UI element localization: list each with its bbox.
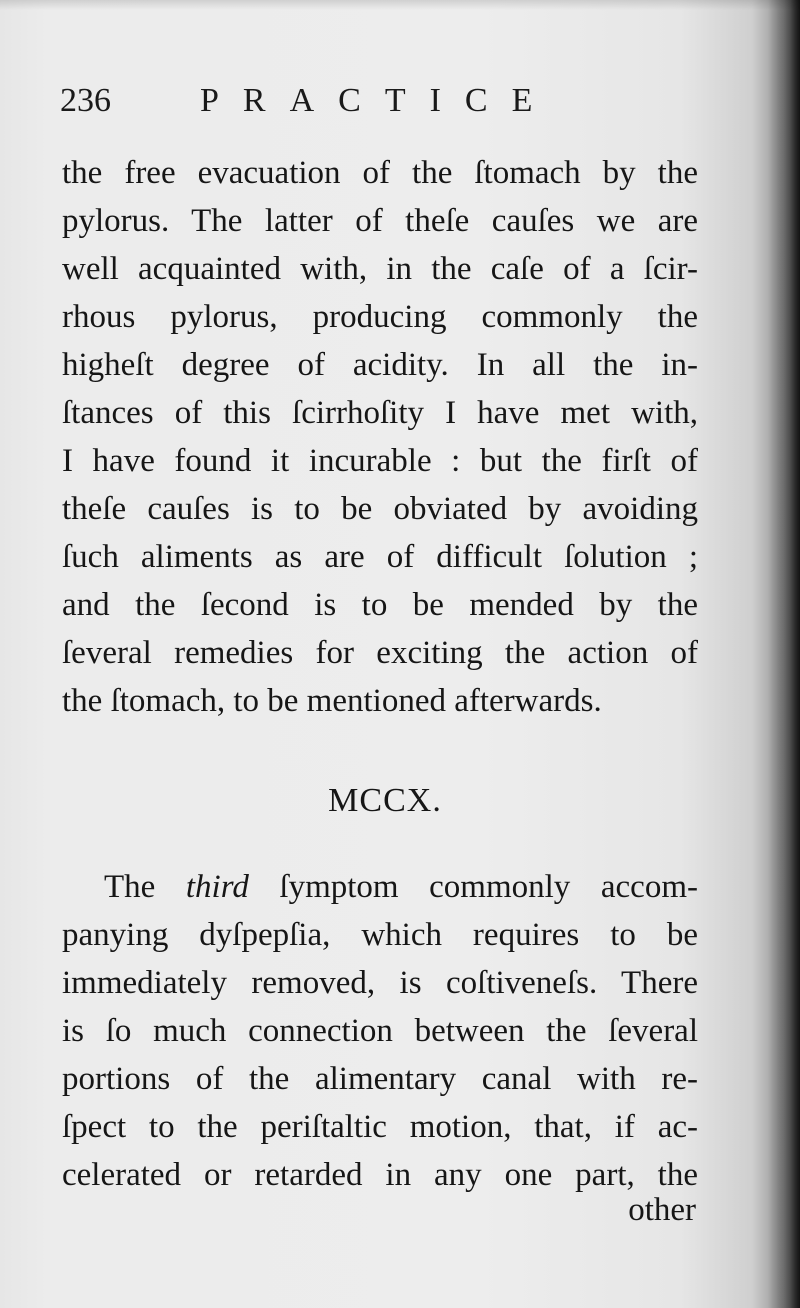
running-head: PRACTICE (200, 82, 557, 119)
text-line: panying dyſpepſia, which requires to be (62, 917, 698, 953)
text-line: is ſo much connection between the ſeveral (62, 1013, 698, 1049)
text-line: portions of the alimentary canal with re- (62, 1061, 698, 1097)
text-line: ſuch aliments as are of difficult ſolution ; (62, 539, 698, 575)
text-line: higheſt degree of acidity. In all the in- (62, 347, 698, 383)
text-line: the ſtomach, to be mentioned afterwards. (62, 683, 602, 719)
text-line: theſe cauſes is to be obviated by avoiding (62, 491, 698, 527)
catchword: other (628, 1192, 696, 1228)
section-heading: MCCX. (328, 782, 442, 819)
text-line-first (104, 864, 698, 911)
text-line: well acquainted with, in the caſe of a ſcir- (62, 251, 698, 287)
text-line: ſtances of this ſcirrhoſity I have met with, (62, 395, 698, 431)
text-line: rhous pylorus, producing commonly the (62, 299, 698, 335)
page-number: 236 (60, 82, 111, 119)
text-line: ſpect to the periſtaltic motion, that, if ac- (62, 1109, 698, 1145)
page-top-shadow (0, 0, 800, 10)
page-header (60, 78, 700, 128)
text-line: pylorus. The latter of theſe cauſes we are (62, 203, 698, 239)
page-edge-shadow (768, 0, 800, 1308)
text-run: The (104, 869, 186, 905)
italic-word: third (185, 869, 249, 905)
text-line: and the ſecond is to be mended by the (62, 587, 698, 623)
text-run: ſymptom commonly accom- (248, 869, 698, 905)
text-line: immediately removed, is coſtiveneſs. There (62, 965, 698, 1001)
text-line: I have found it incurable : but the firſt of (62, 443, 698, 479)
text-line: celerated or retarded in any one part, the (62, 1157, 698, 1193)
text-line: ſeveral remedies for exciting the action of (62, 635, 698, 671)
text-line: the free evacuation of the ſtomach by the (62, 155, 698, 191)
